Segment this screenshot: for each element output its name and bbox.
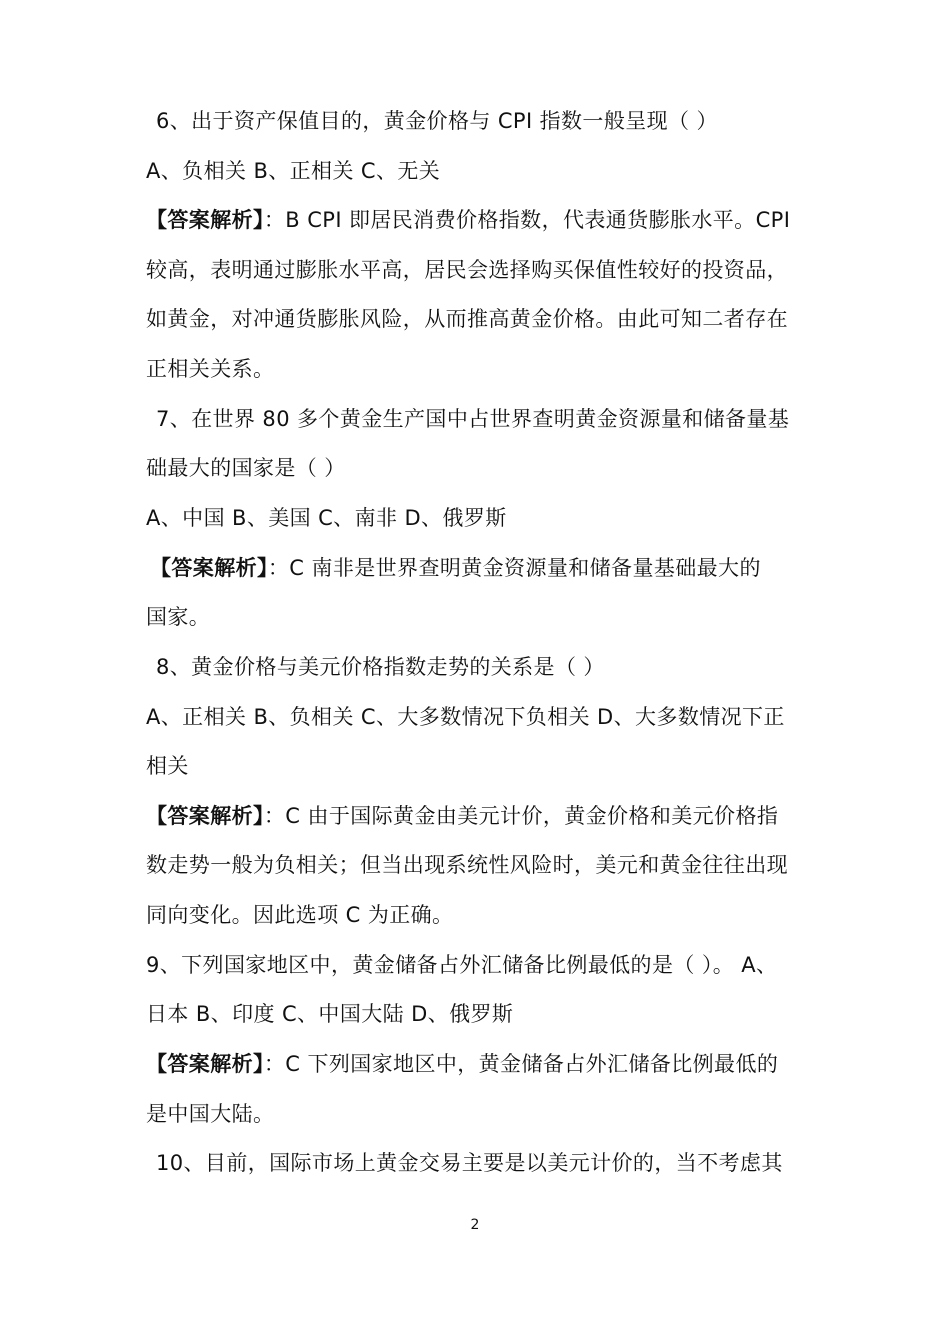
- question-8-options: A、正相关 B、负相关 C、大多数情况下负相关 D、大多数情况下正: [146, 705, 785, 729]
- question-6-answer: [146, 206, 790, 234]
- question-6-stem: 6、出于资产保值目的，黄金价格与 CPI 指数一般呈现（ ）: [156, 109, 718, 133]
- question-8-answer-cont: 数走势一般为负相关；但当出现系统性风险时，美元和黄金往往出现: [146, 853, 788, 877]
- question-6-answer-cont: 如黄金，对冲通货膨胀风险，从而推高黄金价格。由此可知二者存在: [146, 307, 788, 331]
- question-6-options: A、负相关 B、正相关 C、无关: [146, 159, 441, 183]
- answer-label: 【答案解析】: [146, 804, 264, 828]
- question-8-stem: 8、黄金价格与美元价格指数走势的关系是（ ）: [156, 655, 605, 679]
- question-9-answer: [146, 1050, 778, 1078]
- question-7-stem: 7、在世界 80 多个黄金生产国中占世界查明黄金资源量和储备量基: [156, 407, 790, 431]
- answer-text: ：B CPI 即居民消费价格指数，代表通货膨胀水平。CPI: [263, 208, 791, 232]
- question-8-answer-cont: 同向变化。因此选项 C 为正确。: [146, 903, 454, 927]
- answer-text: ：C 由于国际黄金由美元计价，黄金价格和美元价格指: [263, 804, 779, 828]
- answer-text: ：C 下列国家地区中，黄金储备占外汇储备比例最低的: [263, 1052, 779, 1076]
- question-7-stem-cont: 础最大的国家是（ ）: [146, 456, 346, 480]
- question-8-answer: [146, 802, 778, 830]
- question-10-stem: 10、目前，国际市场上黄金交易主要是以美元计价的，当不考虑其: [156, 1151, 783, 1175]
- question-9-answer-cont: 是中国大陆。: [146, 1102, 275, 1126]
- answer-text: ：C 南非是世界查明黄金资源量和储备量基础最大的: [267, 556, 761, 580]
- question-7-answer: [150, 554, 761, 582]
- page-number: 2: [470, 1217, 480, 1233]
- question-7-options: A、中国 B、美国 C、南非 D、俄罗斯: [146, 506, 507, 530]
- question-8-options-cont: 相关: [146, 754, 189, 778]
- question-7-answer-cont: 国家。: [146, 605, 211, 629]
- question-6-answer-cont: 正相关关系。: [146, 357, 275, 381]
- answer-label: 【答案解析】: [150, 556, 268, 580]
- answer-label: 【答案解析】: [146, 208, 264, 232]
- answer-label: 【答案解析】: [146, 1052, 264, 1076]
- question-9-options: 日本 B、印度 C、中国大陆 D、俄罗斯: [146, 1002, 514, 1026]
- question-9-stem: 9、下列国家地区中，黄金储备占外汇储备比例最低的是（ ）。 A、: [146, 953, 778, 977]
- question-6-answer-cont: 较高，表明通过膨胀水平高，居民会选择购买保值性较好的投资品，: [146, 258, 788, 282]
